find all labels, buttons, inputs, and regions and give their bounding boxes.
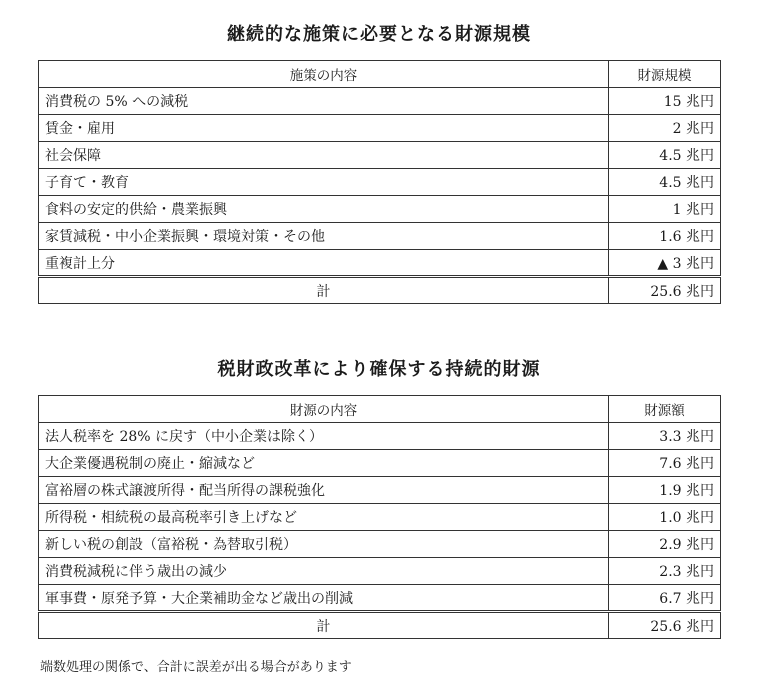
table-row bbox=[39, 223, 721, 250]
row-item: 消費税減税に伴う歳出の減少 bbox=[39, 558, 609, 585]
row-amount: 2.3 兆円 bbox=[609, 558, 721, 585]
table-header-row bbox=[39, 61, 721, 88]
row-item: 新しい税の創設（富裕税・為替取引税） bbox=[39, 531, 609, 558]
table1-title: 継続的な施策に必要となる財源規模 bbox=[227, 24, 531, 45]
row-item: 法人税率を 28% に戻す（中小企業は除く） bbox=[39, 423, 609, 450]
column-header-measure: 施策の内容 bbox=[39, 61, 609, 88]
row-amount: ▲ 3 兆円 bbox=[609, 250, 721, 277]
row-item: 所得税・相続税の最高税率引き上げなど bbox=[39, 504, 609, 531]
table-row bbox=[39, 423, 721, 450]
column-header-amount: 財源額 bbox=[609, 396, 721, 423]
row-item: 富裕層の株式譲渡所得・配当所得の課税強化 bbox=[39, 477, 609, 504]
table-header-row bbox=[39, 396, 721, 423]
table-row bbox=[39, 504, 721, 531]
row-amount: 3.3 兆円 bbox=[609, 423, 721, 450]
table2-title: 税財政改革により確保する持続的財源 bbox=[217, 359, 541, 380]
row-item: 家賃減税・中小企業振興・環境対策・その他 bbox=[39, 223, 609, 250]
sustainable-funding-table bbox=[38, 395, 721, 639]
row-item: 軍事費・原発予算・大企業補助金など歳出の削減 bbox=[39, 585, 609, 612]
funding-scale-section bbox=[38, 20, 720, 304]
table-row bbox=[39, 585, 721, 612]
row-item: 社会保障 bbox=[39, 142, 609, 169]
row-amount: 1.9 兆円 bbox=[609, 477, 721, 504]
table-row bbox=[39, 477, 721, 504]
column-header-source: 財源の内容 bbox=[39, 396, 609, 423]
table-row bbox=[39, 115, 721, 142]
funding-scale-table bbox=[38, 60, 721, 304]
table-row bbox=[39, 142, 721, 169]
table-row bbox=[39, 531, 721, 558]
table-row bbox=[39, 450, 721, 477]
row-amount: 6.7 兆円 bbox=[609, 585, 721, 612]
total-amount: 25.6 兆円 bbox=[609, 612, 721, 639]
total-amount: 25.6 兆円 bbox=[609, 277, 721, 304]
row-amount: 2.9 兆円 bbox=[609, 531, 721, 558]
sustainable-funding-section bbox=[38, 355, 720, 639]
row-amount: 2 兆円 bbox=[609, 115, 721, 142]
row-item: 大企業優遇税制の廃止・縮減など bbox=[39, 450, 609, 477]
column-header-scale: 財源規模 bbox=[609, 61, 721, 88]
row-amount: 1.6 兆円 bbox=[609, 223, 721, 250]
row-amount: 15 兆円 bbox=[609, 88, 721, 115]
total-row bbox=[39, 612, 721, 639]
table-row bbox=[39, 169, 721, 196]
table-row bbox=[39, 196, 721, 223]
row-item: 賃金・雇用 bbox=[39, 115, 609, 142]
row-item: 消費税の 5% への減税 bbox=[39, 88, 609, 115]
row-amount: 4.5 兆円 bbox=[609, 142, 721, 169]
row-amount: 4.5 兆円 bbox=[609, 169, 721, 196]
table-row bbox=[39, 558, 721, 585]
row-amount: 7.6 兆円 bbox=[609, 450, 721, 477]
row-item: 子育て・教育 bbox=[39, 169, 609, 196]
row-amount: 1 兆円 bbox=[609, 196, 721, 223]
total-label: 計 bbox=[39, 277, 609, 304]
table-row bbox=[39, 88, 721, 115]
footnote: 端数処理の関係で、合計に誤差が出る場合があります bbox=[40, 660, 352, 675]
row-amount: 1.0 兆円 bbox=[609, 504, 721, 531]
total-label: 計 bbox=[39, 612, 609, 639]
table-row bbox=[39, 250, 721, 277]
total-row bbox=[39, 277, 721, 304]
row-item: 重複計上分 bbox=[39, 250, 609, 277]
row-item: 食料の安定的供給・農業振興 bbox=[39, 196, 609, 223]
